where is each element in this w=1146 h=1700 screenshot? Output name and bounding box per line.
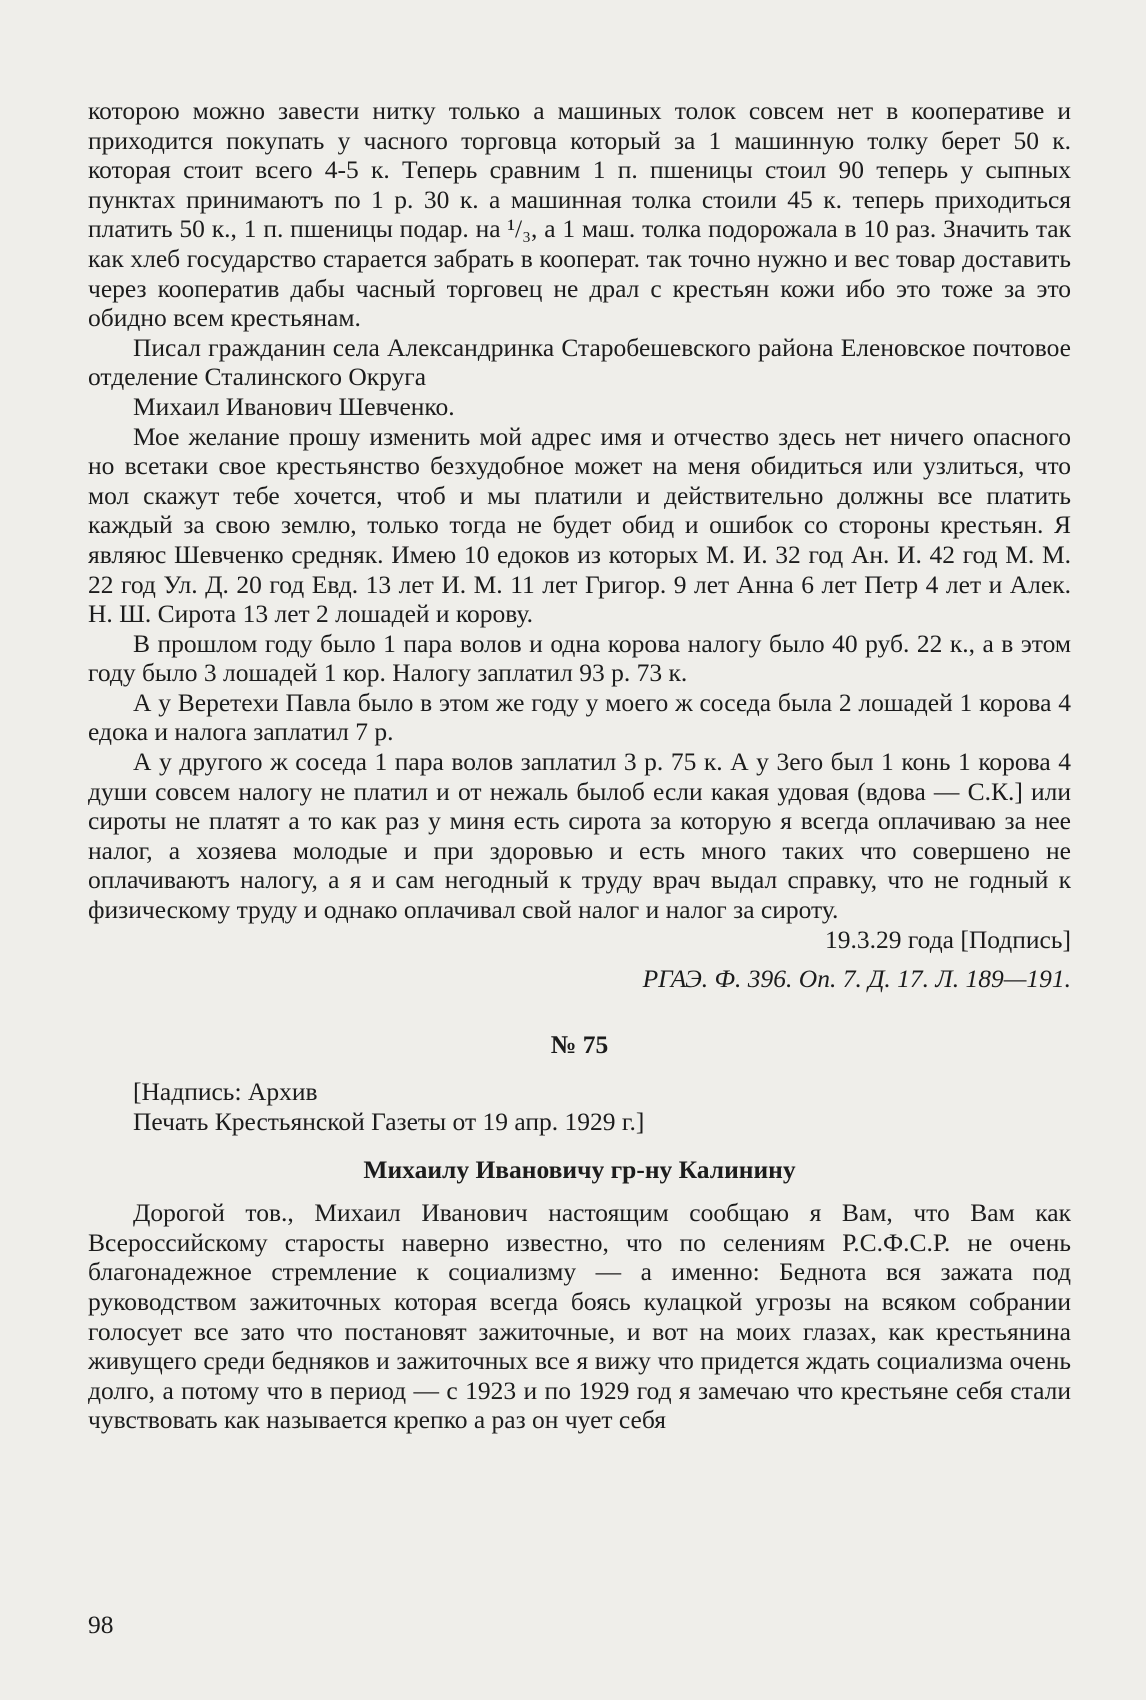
paragraph: А у другого ж соседа 1 пара волов заплатил 3 р. 75 к. А у 3его был 1 конь 1 корова 4 души совсем налогу не платил и от нежаль былоб если какая удовая (вдова — С.К.] или сироты не платят а то как раз у миня есть сирота за которую я всегда оплачиваю за нее налог, а хозяева молодые и при здоровью и есть много таких что совершено не оплачиваютъ налогу, а я и сам негодный к труду врач выдал справку, что не годный к физическому труду и однако оплачивал свой налог и налог за сироту. [88, 747, 1071, 925]
author-name: Михаил Иванович Шевченко. [133, 391, 455, 421]
paragraph: Дорогой тов., Михаил Иванович настоящим сообщаю я Вам, что Вам как Всероссийскому старосты наверно известно, что по селениям Р.С.Ф.С.Р. не очень благонадежное стремление к социализму — а именно: Беднота вся зажата под руководством зажиточных которая всегда боясь кулацкой угрозы на всяком собрании голосует все зато что постановят зажиточные, и вот на моих глазах, как крестьянина живущего среди бедняков и зажиточных все я вижу что придется ждать социализма очень долго, а потому что в период — с 1923 и по 1929 год я замечаю что крестьяне себя стали чувствовать как называется крепко а раз он чует себя [88, 1198, 1071, 1435]
archive-reference: РГАЭ. Ф. 396. Оп. 7. Д. 17. Л. 189—191. [642, 964, 1071, 994]
paragraph: Мое желание прошу изменить мой адрес имя и отчество здесь нет ничего опасного но всетаки свое крестьянство безхудобное может на меня обидиться или узлиться, что мол скажут тебе хочется, чтоб и мы платили и действительно должны все платить каждый за свою землю, только тогда не будет обид и ошибок со стороны крестьян. Я являюс Шевченко средняк. Имею 10 едоков из которых М. И. 32 год Ан. И. 42 год М. М. 22 год Ул. Д. 20 год Евд. 13 лет И. М. 11 лет Григор. 9 лет Анна 6 лет Петр 4 лет и Алек. Н. Ш. Сирота 13 лет 2 лошадей и корову. [88, 421, 1071, 629]
document-number: № 75 [550, 1029, 609, 1059]
inscription-line: [Надпись: Архив [133, 1077, 318, 1107]
letter-heading: Михаилу Ивановичу гр-ну Калинину [363, 1154, 796, 1184]
date-signature: 19.3.29 года [Подпись] [824, 924, 1071, 954]
page-number: 98 [88, 1610, 114, 1639]
page-body [88, 96, 1071, 1435]
paragraph: которою можно завести нитку только а машиных толок совсем нет в кооперативе и приходится покупать у часного торговца который за 1 машинную толку берет 50 к. которая стоит всего 4-5 к. Теперь сравним 1 п. пшеницы стоил 90 теперь у сыпных пунктах принимаютъ по 1 р. 30 к. а машинная толка стоили 45 к. теперь приходиться платить 50 к., 1 п. пшеницы подар. на ¹/₃, а 1 маш. толка подорожала в 10 раз. Значить так как хлеб государство старается забрать в кооперат. так точно нужно и вес товар доставить через кооператив дабы часный торговец не драл с крестьян кожи ибо это тоже за это обидно всем крестьянам. [88, 96, 1071, 333]
paragraph: Писал гражданин села Александринка Старобешевского района Еленовское почтовое отделение Сталинского Округа [88, 332, 1071, 392]
paragraph: В прошлом году было 1 пара волов и одна корова налогу было 40 руб. 22 к., а в этом году было 3 лошадей 1 кор. Налогу заплатил 93 р. 73 к. [88, 628, 1071, 688]
stamp-line: Печать Крестьянской Газеты от 19 апр. 1929 г.] [133, 1107, 645, 1136]
paragraph: А у Веретехи Павла было в этом же году у моего ж соседа была 2 лошадей 1 корова 4 едока и налога заплатил 7 р. [88, 687, 1071, 747]
